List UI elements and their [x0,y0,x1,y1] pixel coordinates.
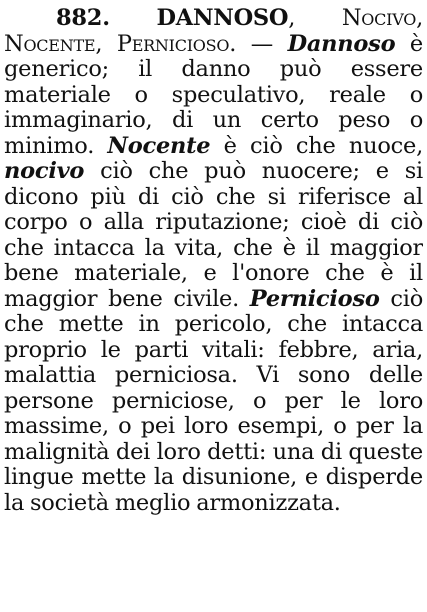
dictionary-page [4,6,423,606]
entry-number: 882. [56,6,110,31]
synonym-nocivo: Nocivo [341,6,417,31]
synonym-pernicioso: Pernicioso [116,30,230,57]
term-pernicioso: Pernicioso [249,285,380,312]
dictionary-entry [4,6,423,516]
definition-pernicioso: ciò che mette in pericolo, che intacca proprio le parti vitali: febbre, aria, malattia perniciosa. Vi sono delle persone perniciose, o per le loro massime, o pei loro esempi, o per la malignità dei loro detti: una di queste lingue mette la disunione, e disperde la società meglio armonizzata. [4,285,423,516]
definition-dannoso: è generico; il danno può essere materiale o speculativo, reale o immaginario, di un certo peso o minimo. [4,30,423,159]
headword-separator: , [416,6,423,31]
definition-nocente: è ciò che nuoce, [210,132,423,159]
headword-separator: , [288,6,342,31]
entry-headword: DANNOSO [156,6,289,31]
term-dannoso: Dannoso [287,30,396,57]
term-nocente: Nocente [107,132,211,159]
term-nocivo: nocivo [4,158,85,184]
headword-separator: , [95,30,117,57]
definition-nocivo: ciò che può nuocere; e si dicono più di ciò che si riferisce al corpo o alla riputazione; cioè di ciò che intacca la vita, che è il maggior bene materiale, e l'onore che è il maggior bene civile. [4,158,423,312]
headword-end: . — [229,30,288,57]
synonym-nocente: Nocente [4,30,96,57]
